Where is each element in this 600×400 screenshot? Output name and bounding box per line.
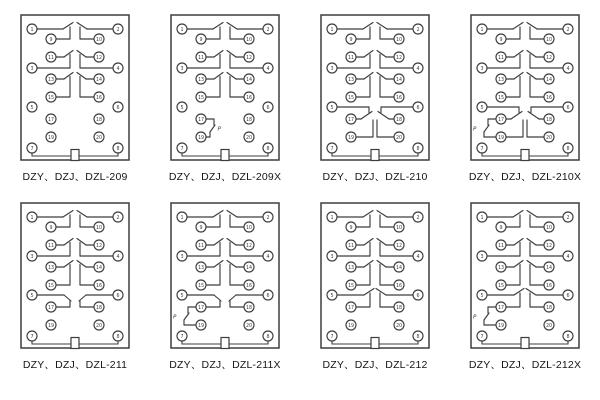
- svg-text:1: 1: [480, 215, 484, 221]
- svg-text:6: 6: [566, 293, 570, 299]
- diagram-caption: DZY、DZJ、DZL-209: [22, 171, 128, 183]
- svg-text:3: 3: [480, 66, 484, 72]
- svg-text:6: 6: [116, 105, 120, 111]
- svg-text:14: 14: [545, 77, 553, 83]
- relay-terminal-diagram: [469, 201, 581, 351]
- svg-text:17: 17: [497, 117, 505, 123]
- svg-text:6: 6: [266, 105, 270, 111]
- svg-text:16: 16: [545, 283, 553, 289]
- svg-text:16: 16: [95, 95, 103, 101]
- relay-terminal-diagram: [469, 13, 581, 163]
- svg-text:8: 8: [566, 334, 570, 340]
- svg-text:5: 5: [180, 105, 184, 111]
- svg-text:1: 1: [330, 27, 334, 33]
- svg-text:15: 15: [47, 283, 55, 289]
- svg-text:3: 3: [180, 254, 184, 260]
- relay-terminal-diagram: [19, 201, 131, 351]
- relay-terminal-diagram: [169, 13, 281, 163]
- svg-text:14: 14: [395, 265, 403, 271]
- svg-text:17: 17: [197, 305, 205, 311]
- relay-terminal-diagram: [169, 201, 281, 351]
- relay-panel-211: [0, 201, 150, 389]
- svg-text:19: 19: [347, 135, 355, 141]
- svg-text:14: 14: [245, 265, 253, 271]
- svg-text:17: 17: [347, 305, 355, 311]
- svg-text:6: 6: [266, 293, 270, 299]
- svg-text:14: 14: [545, 265, 553, 271]
- svg-text:15: 15: [197, 95, 205, 101]
- svg-text:15: 15: [497, 283, 505, 289]
- svg-text:2: 2: [566, 27, 570, 33]
- svg-text:19: 19: [47, 323, 55, 329]
- svg-text:8: 8: [416, 334, 420, 340]
- svg-text:20: 20: [395, 323, 403, 329]
- svg-text:13: 13: [347, 77, 355, 83]
- svg-text:2: 2: [416, 215, 420, 221]
- svg-text:10: 10: [245, 37, 253, 43]
- svg-text:10: 10: [95, 225, 103, 231]
- svg-text:16: 16: [245, 283, 253, 289]
- svg-text:14: 14: [395, 77, 403, 83]
- svg-text:5: 5: [330, 105, 334, 111]
- svg-text:9: 9: [349, 37, 353, 43]
- svg-text:1: 1: [30, 27, 34, 33]
- svg-text:19: 19: [347, 323, 355, 329]
- diagram-caption: DZY、DZJ、DZL-210X: [468, 171, 582, 183]
- svg-text:18: 18: [545, 117, 553, 123]
- svg-text:2: 2: [416, 27, 420, 33]
- svg-text:20: 20: [245, 323, 253, 329]
- svg-text:4: 4: [266, 254, 270, 260]
- svg-text:14: 14: [95, 77, 103, 83]
- svg-text:11: 11: [197, 55, 205, 61]
- relay-panel-212x: [450, 201, 600, 389]
- diagram-caption: DZY、DZJ、DZL-210: [322, 171, 428, 183]
- svg-text:5: 5: [480, 105, 484, 111]
- svg-text:19: 19: [497, 323, 505, 329]
- svg-text:10: 10: [545, 37, 553, 43]
- svg-text:3: 3: [30, 254, 34, 260]
- svg-text:8: 8: [266, 146, 270, 152]
- svg-text:18: 18: [395, 117, 403, 123]
- svg-text:7: 7: [30, 334, 34, 340]
- relay-panel-210: [300, 13, 450, 201]
- svg-text:8: 8: [416, 146, 420, 152]
- relay-panel-209: [0, 13, 150, 201]
- svg-text:11: 11: [197, 243, 205, 249]
- svg-text:12: 12: [545, 243, 553, 249]
- relay-panel-212: [300, 201, 450, 389]
- svg-text:15: 15: [347, 283, 355, 289]
- svg-text:11: 11: [347, 243, 355, 249]
- svg-text:9: 9: [199, 225, 203, 231]
- svg-text:15: 15: [347, 95, 355, 101]
- svg-text:6: 6: [566, 105, 570, 111]
- svg-text:3: 3: [330, 254, 334, 260]
- svg-text:9: 9: [49, 225, 53, 231]
- svg-text:9: 9: [349, 225, 353, 231]
- svg-text:12: 12: [95, 55, 103, 61]
- svg-text:1: 1: [330, 215, 334, 221]
- svg-text:12: 12: [245, 243, 253, 249]
- svg-text:10: 10: [395, 37, 403, 43]
- svg-text:12: 12: [395, 243, 403, 249]
- svg-text:17: 17: [197, 117, 205, 123]
- svg-text:4: 4: [116, 254, 120, 260]
- svg-text:20: 20: [245, 135, 253, 141]
- diagram-caption: DZY、DZJ、DZL-209X: [168, 171, 282, 183]
- svg-text:4: 4: [566, 254, 570, 260]
- svg-text:12: 12: [245, 55, 253, 61]
- svg-text:7: 7: [180, 146, 184, 152]
- svg-text:10: 10: [395, 225, 403, 231]
- svg-text:9: 9: [499, 37, 503, 43]
- svg-text:19: 19: [197, 323, 205, 329]
- svg-text:10: 10: [95, 37, 103, 43]
- svg-text:13: 13: [347, 265, 355, 271]
- svg-text:13: 13: [197, 77, 205, 83]
- relay-terminal-diagram: [319, 13, 431, 163]
- svg-text:4: 4: [116, 66, 120, 72]
- svg-text:6: 6: [416, 293, 420, 299]
- svg-text:3: 3: [180, 66, 184, 72]
- svg-text:18: 18: [395, 305, 403, 311]
- svg-text:7: 7: [180, 334, 184, 340]
- svg-text:12: 12: [545, 55, 553, 61]
- svg-text:4: 4: [416, 66, 420, 72]
- svg-text:14: 14: [95, 265, 103, 271]
- svg-text:11: 11: [497, 55, 505, 61]
- svg-text:17: 17: [47, 117, 55, 123]
- svg-text:P: P: [173, 314, 177, 321]
- svg-text:17: 17: [47, 305, 55, 311]
- svg-text:13: 13: [497, 265, 505, 271]
- diagram-caption: DZY、DZJ、DZL-212: [322, 359, 428, 371]
- svg-text:11: 11: [497, 243, 505, 249]
- svg-text:P: P: [473, 126, 477, 133]
- svg-text:17: 17: [347, 117, 355, 123]
- svg-text:15: 15: [497, 95, 505, 101]
- svg-text:9: 9: [499, 225, 503, 231]
- svg-text:19: 19: [197, 135, 205, 141]
- svg-text:1: 1: [30, 215, 34, 221]
- svg-text:20: 20: [545, 323, 553, 329]
- svg-text:20: 20: [545, 135, 553, 141]
- relay-panel-209x: [150, 13, 300, 201]
- svg-text:6: 6: [416, 105, 420, 111]
- svg-text:11: 11: [47, 243, 55, 249]
- svg-text:9: 9: [49, 37, 53, 43]
- svg-text:5: 5: [30, 293, 34, 299]
- svg-text:3: 3: [480, 254, 484, 260]
- svg-text:5: 5: [180, 293, 184, 299]
- svg-text:12: 12: [395, 55, 403, 61]
- svg-text:1: 1: [480, 27, 484, 33]
- svg-text:2: 2: [266, 27, 270, 33]
- svg-text:5: 5: [480, 293, 484, 299]
- svg-text:13: 13: [47, 265, 55, 271]
- svg-text:19: 19: [497, 135, 505, 141]
- svg-text:P: P: [473, 314, 477, 321]
- svg-text:16: 16: [395, 95, 403, 101]
- diagram-caption: DZY、DZJ、DZL-211X: [169, 359, 281, 371]
- relay-panel-211x: [150, 201, 300, 389]
- svg-text:13: 13: [497, 77, 505, 83]
- svg-text:2: 2: [266, 215, 270, 221]
- svg-text:13: 13: [197, 265, 205, 271]
- relay-terminal-diagram: [319, 201, 431, 351]
- svg-text:16: 16: [545, 95, 553, 101]
- svg-text:10: 10: [245, 225, 253, 231]
- svg-text:13: 13: [47, 77, 55, 83]
- svg-text:18: 18: [95, 305, 103, 311]
- svg-text:20: 20: [95, 323, 103, 329]
- svg-text:4: 4: [266, 66, 270, 72]
- svg-text:18: 18: [245, 117, 253, 123]
- svg-text:P: P: [217, 126, 221, 133]
- svg-text:15: 15: [47, 95, 55, 101]
- relay-panel-210x: [450, 13, 600, 201]
- svg-text:18: 18: [95, 117, 103, 123]
- relay-terminal-diagram: [19, 13, 131, 163]
- svg-text:18: 18: [545, 305, 553, 311]
- svg-text:7: 7: [330, 334, 334, 340]
- svg-text:18: 18: [245, 305, 253, 311]
- svg-text:16: 16: [245, 95, 253, 101]
- svg-text:1: 1: [180, 27, 184, 33]
- svg-text:4: 4: [416, 254, 420, 260]
- svg-text:8: 8: [116, 334, 120, 340]
- svg-text:12: 12: [95, 243, 103, 249]
- svg-text:5: 5: [30, 105, 34, 111]
- svg-text:7: 7: [30, 146, 34, 152]
- svg-text:3: 3: [330, 66, 334, 72]
- svg-text:2: 2: [116, 215, 120, 221]
- svg-text:14: 14: [245, 77, 253, 83]
- svg-text:20: 20: [95, 135, 103, 141]
- svg-text:17: 17: [497, 305, 505, 311]
- svg-text:7: 7: [480, 146, 484, 152]
- svg-text:7: 7: [480, 334, 484, 340]
- svg-text:9: 9: [199, 37, 203, 43]
- svg-text:2: 2: [566, 215, 570, 221]
- svg-text:10: 10: [545, 225, 553, 231]
- svg-text:16: 16: [395, 283, 403, 289]
- svg-text:16: 16: [95, 283, 103, 289]
- svg-text:11: 11: [47, 55, 55, 61]
- svg-text:1: 1: [180, 215, 184, 221]
- svg-text:2: 2: [116, 27, 120, 33]
- diagram-caption: DZY、DZJ、DZL-212X: [468, 359, 582, 371]
- svg-text:20: 20: [395, 135, 403, 141]
- svg-text:8: 8: [266, 334, 270, 340]
- diagram-caption: DZY、DZJ、DZL-211: [22, 359, 128, 371]
- svg-text:3: 3: [30, 66, 34, 72]
- svg-text:8: 8: [566, 146, 570, 152]
- svg-text:7: 7: [330, 146, 334, 152]
- svg-text:6: 6: [116, 293, 120, 299]
- svg-text:19: 19: [47, 135, 55, 141]
- svg-text:5: 5: [330, 293, 334, 299]
- svg-text:8: 8: [116, 146, 120, 152]
- svg-text:4: 4: [566, 66, 570, 72]
- svg-text:15: 15: [197, 283, 205, 289]
- svg-text:11: 11: [347, 55, 355, 61]
